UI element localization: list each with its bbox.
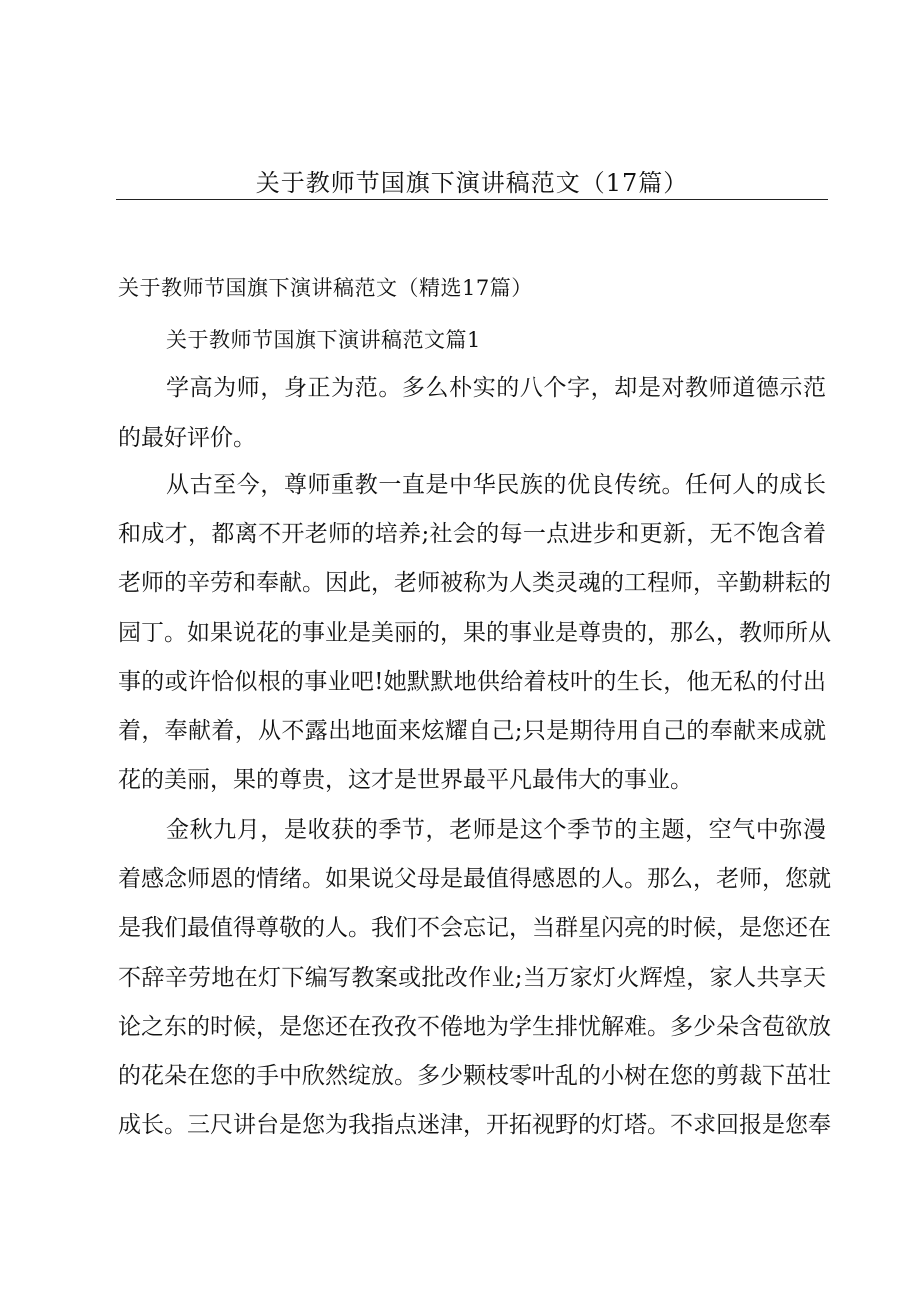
paragraph-line: 是我们最值得尊敬的人。我们不会忘记，当群星闪亮的时候，是您还在	[118, 915, 831, 941]
paragraph-line: 的最好评价。	[118, 425, 256, 451]
paragraph-line: 学高为师，身正为范。多么朴实的八个字，却是对教师道德示范	[166, 375, 826, 401]
paragraph-line: 论之东的时候，是您还在孜孜不倦地为学生排忧解难。多少朵含苞欲放	[118, 1014, 831, 1040]
paragraph-line: 的花朵在您的手中欣然绽放。多少颗枝零叶乱的小树在您的剪裁下茁壮	[118, 1063, 831, 1089]
paragraph-line: 事的或许恰似根的事业吧!她默默地供给着枝叶的生长，他无私的付出	[118, 669, 826, 695]
section-heading: 关于教师节国旗下演讲稿范文篇1	[166, 328, 481, 352]
paragraph-line: 成长。三尺讲台是您为我指点迷津，开拓视野的灯塔。不求回报是您奉	[118, 1112, 831, 1138]
document-title: 关于教师节国旗下演讲稿范文（17篇）	[255, 169, 689, 197]
paragraph-line: 和成才，都离不开老师的培养;社会的每一点进步和更新，无不饱含着	[118, 521, 826, 547]
paragraph-line: 着，奉献着，从不露出地面来炫耀自己;只是期待用自己的奉献来成就	[118, 718, 826, 744]
paragraph-line: 园丁。如果说花的事业是美丽的，果的事业是尊贵的，那么，教师所从	[118, 620, 831, 646]
title-underline	[116, 199, 828, 200]
paragraph-line: 从古至今，尊师重教一直是中华民族的优良传统。任何人的成长	[166, 472, 826, 498]
document-subtitle: 关于教师节国旗下演讲稿范文（精选17篇）	[118, 276, 533, 300]
paragraph-line: 花的美丽，果的尊贵，这才是世界最平凡最伟大的事业。	[118, 767, 693, 793]
paragraph-line: 老师的辛劳和奉献。因此，老师被称为人类灵魂的工程师，辛勤耕耘的	[118, 570, 831, 596]
paragraph-line: 着感念师恩的情绪。如果说父母是最值得感恩的人。那么，老师，您就	[118, 866, 831, 892]
paragraph-line: 不辞辛劳地在灯下编写教案或批改作业;当万家灯火辉煌，家人共享天	[118, 965, 826, 991]
paragraph-line: 金秋九月，是收获的季节，老师是这个季节的主题，空气中弥漫	[166, 817, 826, 843]
